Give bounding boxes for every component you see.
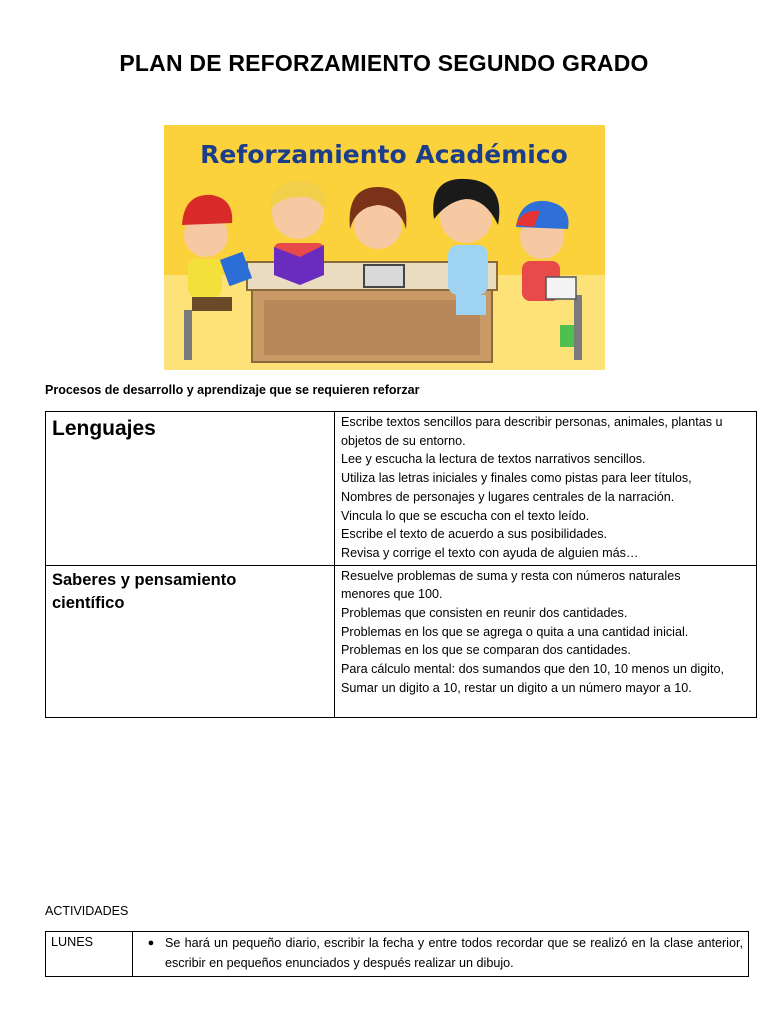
children-studying-illustration (164, 125, 605, 370)
description-line: Lee y escucha la lectura de textos narrativos sencillos. (341, 452, 646, 467)
processes-label: Procesos de desarrollo y aprendizaje que se requieren reforzar (45, 383, 420, 397)
description-line: Resuelve problemas de suma y resta con números naturales (341, 568, 681, 583)
description-line: Problemas que consisten en reunir dos cantidades. (341, 606, 628, 621)
banner-heading: Reforzamiento Académico (200, 140, 568, 169)
area-cell (46, 412, 335, 566)
description-line: Escribe textos sencillos para describir personas, animales, plantas u (341, 415, 723, 429)
table-row (46, 412, 757, 566)
description-line: Revisa y corrige el texto con ayuda de alguien más… (341, 545, 639, 560)
area-title-line: científico (52, 593, 125, 612)
area-cell (46, 565, 335, 717)
task-cell (133, 932, 749, 977)
day-cell: LUNES (46, 932, 133, 977)
description-line: Problemas en los que se comparan dos cantidades. (341, 643, 631, 658)
bullet-icon: ● (147, 937, 155, 949)
description-line: objetos de su entorno. (341, 433, 466, 448)
area-title: Lenguajes (52, 417, 156, 440)
activities-table (45, 931, 749, 977)
description-line: Sumar un digito a 10, restar un digito a un número mayor a 10. (341, 680, 692, 695)
description-line: menores que 100. (341, 587, 443, 602)
description-cell (335, 412, 757, 566)
description-line: Nombres de personajes y lugares centrales de la narración. (341, 489, 675, 504)
task-text: Se hará un pequeño diario, escribir la fecha y entre todos recordar que se realizó en la clase anterior, escribir en pequeños enunciados y después realizar un dibujo. (165, 936, 743, 970)
description-line: Para cálculo mental: dos sumandos que den 10, 10 menos un digito, (341, 662, 724, 677)
activities-label: ACTIVIDADES (45, 904, 129, 918)
description-cell (335, 565, 757, 717)
description-line: Vincula lo que se escucha con el texto leído. (341, 508, 590, 523)
table-row (46, 565, 757, 717)
area-title-line: Saberes y pensamiento (52, 570, 237, 589)
banner-illustration (164, 125, 605, 370)
description-line: Escribe el texto de acuerdo a sus posibilidades. (341, 527, 608, 542)
skills-table (45, 411, 757, 718)
description-line: Utiliza las letras iniciales y finales como pistas para leer títulos, (341, 471, 692, 486)
page-title: PLAN DE REFORZAMIENTO SEGUNDO GRADO (119, 50, 649, 76)
table-row (46, 932, 749, 977)
description-line: Problemas en los que se agrega o quita a una cantidad inicial. (341, 624, 689, 639)
